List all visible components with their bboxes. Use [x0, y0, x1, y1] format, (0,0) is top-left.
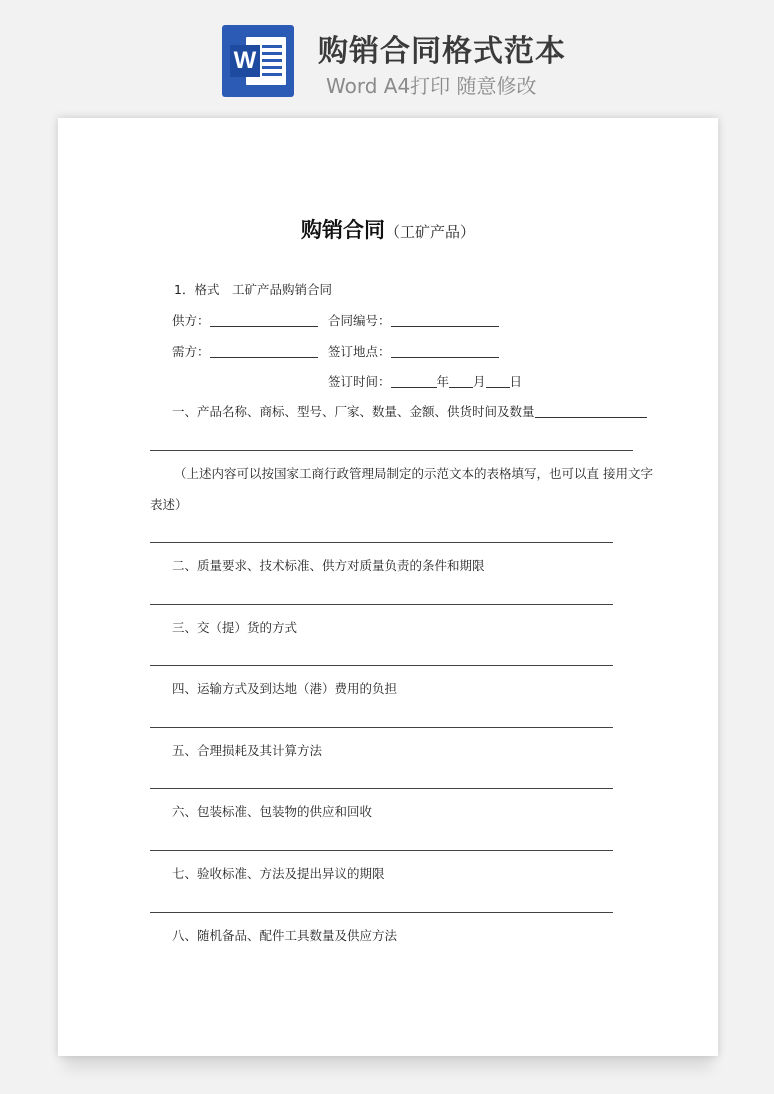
contract-no-label: 合同编号：: [328, 313, 391, 328]
clause-3: 三、交（提）货的方式: [172, 620, 298, 635]
sign-time-field: [328, 374, 522, 390]
document-page: [58, 118, 718, 1056]
document-title: [58, 214, 718, 244]
document-title-main: 购销合同: [300, 218, 385, 242]
year-label: 年: [436, 374, 450, 389]
watermark: [91, 465, 124, 500]
buyer-field: [172, 344, 318, 360]
fill-line[interactable]: [150, 727, 613, 728]
contract-no-blank[interactable]: [391, 314, 499, 327]
banner-subtitle: Word A4打印 随意修改: [326, 74, 537, 98]
banner: [0, 0, 774, 110]
clause-7: 七、验收标准、方法及提出异议的期限: [172, 866, 385, 881]
month-blank[interactable]: [449, 375, 473, 388]
clause-5: 五、合理损耗及其计算方法: [172, 743, 323, 758]
fill-line[interactable]: [150, 665, 613, 666]
note-line-2: 表述）: [150, 497, 188, 512]
document-title-note: （工矿产品）: [384, 223, 475, 241]
clause-6: 六、包装标准、包装物的供应和回收: [172, 804, 373, 819]
contract-no-field: [328, 313, 499, 329]
supplier-label: 供方：: [172, 313, 210, 328]
day-blank[interactable]: [486, 375, 510, 388]
day-label: 日: [509, 374, 523, 389]
supplier-field: [172, 313, 318, 329]
buyer-label: 需方：: [172, 344, 210, 359]
sign-place-field: [328, 344, 499, 360]
fill-line[interactable]: [150, 450, 633, 451]
clause-4: 四、运输方式及到达地（港）费用的负担: [172, 681, 398, 696]
sign-place-blank[interactable]: [391, 345, 499, 358]
clause-8: 八、随机备品、配件工具数量及供应方法: [172, 928, 398, 943]
word-app-icon: [222, 25, 294, 97]
sign-place-label: 签订地点：: [328, 344, 391, 359]
format-line: 1．格式 工矿产品购销合同: [174, 282, 332, 297]
month-label: 月: [473, 374, 486, 389]
clause-1-blank[interactable]: [535, 405, 647, 418]
fill-line[interactable]: [150, 788, 613, 789]
note-line-1: （上述内容可以按国家工商行政管理局制定的示范文本的表格填写，也可以直 接用文字: [174, 466, 653, 481]
year-blank[interactable]: [391, 375, 437, 388]
clause-1: [172, 404, 647, 420]
banner-title: 购销合同格式范本: [318, 34, 566, 69]
fill-line[interactable]: [150, 850, 613, 851]
fill-line[interactable]: [150, 604, 613, 605]
supplier-blank[interactable]: [210, 314, 318, 327]
word-logo-letter: W: [230, 45, 260, 77]
clause-2: 二、质量要求、技术标准、供方对质量负责的条件和期限: [172, 558, 485, 573]
buyer-blank[interactable]: [210, 345, 318, 358]
sign-time-label: 签订时间：: [328, 374, 391, 389]
clause-1-text: 一、产品名称、商标、型号、厂家、数量、金额、供货时间及数量: [172, 404, 535, 419]
fill-line[interactable]: [150, 912, 613, 913]
fill-line[interactable]: [150, 542, 613, 543]
